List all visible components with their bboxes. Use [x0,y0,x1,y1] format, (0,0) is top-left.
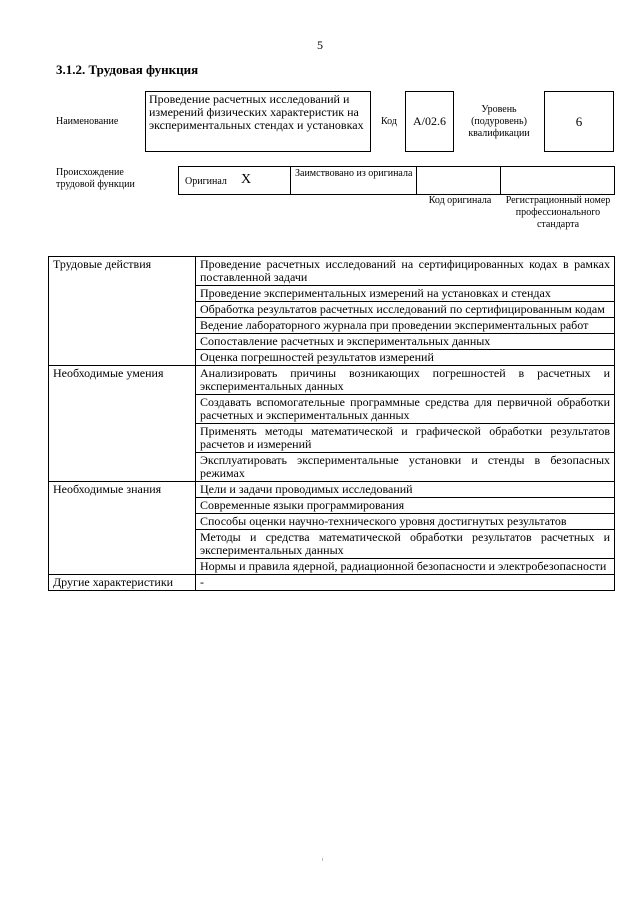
table-row [49,257,615,286]
original-cell [179,167,291,194]
section-label: Необходимые знания [49,482,196,575]
borrowed-cell [291,167,417,194]
table-cell: Оценка погрешностей результатов измерений [196,350,615,366]
original-mark: X [241,172,252,187]
reg-number-cell [501,167,614,194]
table-row [49,575,615,591]
code-label: Код [381,116,397,127]
reg-number-caption: Регистрационный номер профессионального стандарта [505,195,611,230]
page-number: 5 [317,38,323,52]
level-label: Уровень (подуровень) квалификации [468,104,530,139]
table-cell: Проведение расчетных исследований на сертифицированных кодах в рамках поставленной задачи [196,257,615,286]
origin-label: Происхождение трудовой функции [56,167,135,190]
original-label: Оригинал [185,176,227,187]
function-table [48,256,615,591]
table-cell: Сопоставление расчетных и экспериментальных данных [196,334,615,350]
table-cell: Современные языки программирования [196,498,615,514]
borrowed-label: Заимствовано из оригинала [295,168,413,179]
level-value: 6 [575,113,583,129]
table-cell: Эксплуатировать экспериментальные установки и стенды в безопасных режимах [196,453,615,482]
table-cell: Анализировать причины возникающих погрешностей в расчетных и экспериментальных данных [196,366,615,395]
table-row [49,366,615,395]
table-cell: Нормы и правила ядерной, радиационной безопасности и электробезопасности [196,559,615,575]
section-title: 3.1.2. Трудовая функция [56,62,199,77]
function-name-box [145,91,371,152]
scan-mark [322,858,323,861]
section-label: Трудовые действия [49,257,196,366]
table-cell: Создавать вспомогательные программные средства для первичной обработки расчетных и экспериментальных данных [196,395,615,424]
section-label: Необходимые умения [49,366,196,482]
table-cell: Методы и средства математической обработки результатов расчетных и экспериментальных данных [196,530,615,559]
function-name: Проведение расчетных исследований и измерений физических характеристик на экспериментальных стендах и установках [149,92,364,132]
code-value: А/02.6 [413,114,446,128]
name-label: Наименование [56,116,119,127]
table-cell: Обработка результатов расчетных исследований по сертифицированным кодам [196,302,615,318]
code-original-caption: Код оригинала [428,195,492,206]
table-cell: Цели и задачи проводимых исследований [196,482,615,498]
code-box [405,91,454,152]
table-cell: Проведение экспериментальных измерений на установках и стендах [196,286,615,302]
code-original-cell [417,167,501,194]
table-cell: Ведение лабораторного журнала при проведении экспериментальных работ [196,318,615,334]
level-box [544,91,614,152]
section-label: Другие характеристики [49,575,196,591]
table-cell: - [196,575,615,591]
table-cell: Способы оценки научно-технического уровня достигнутых результатов [196,514,615,530]
table-cell: Применять методы математической и графической обработки результатов расчетов и измерений [196,424,615,453]
origin-row [178,166,615,195]
table-row [49,482,615,498]
